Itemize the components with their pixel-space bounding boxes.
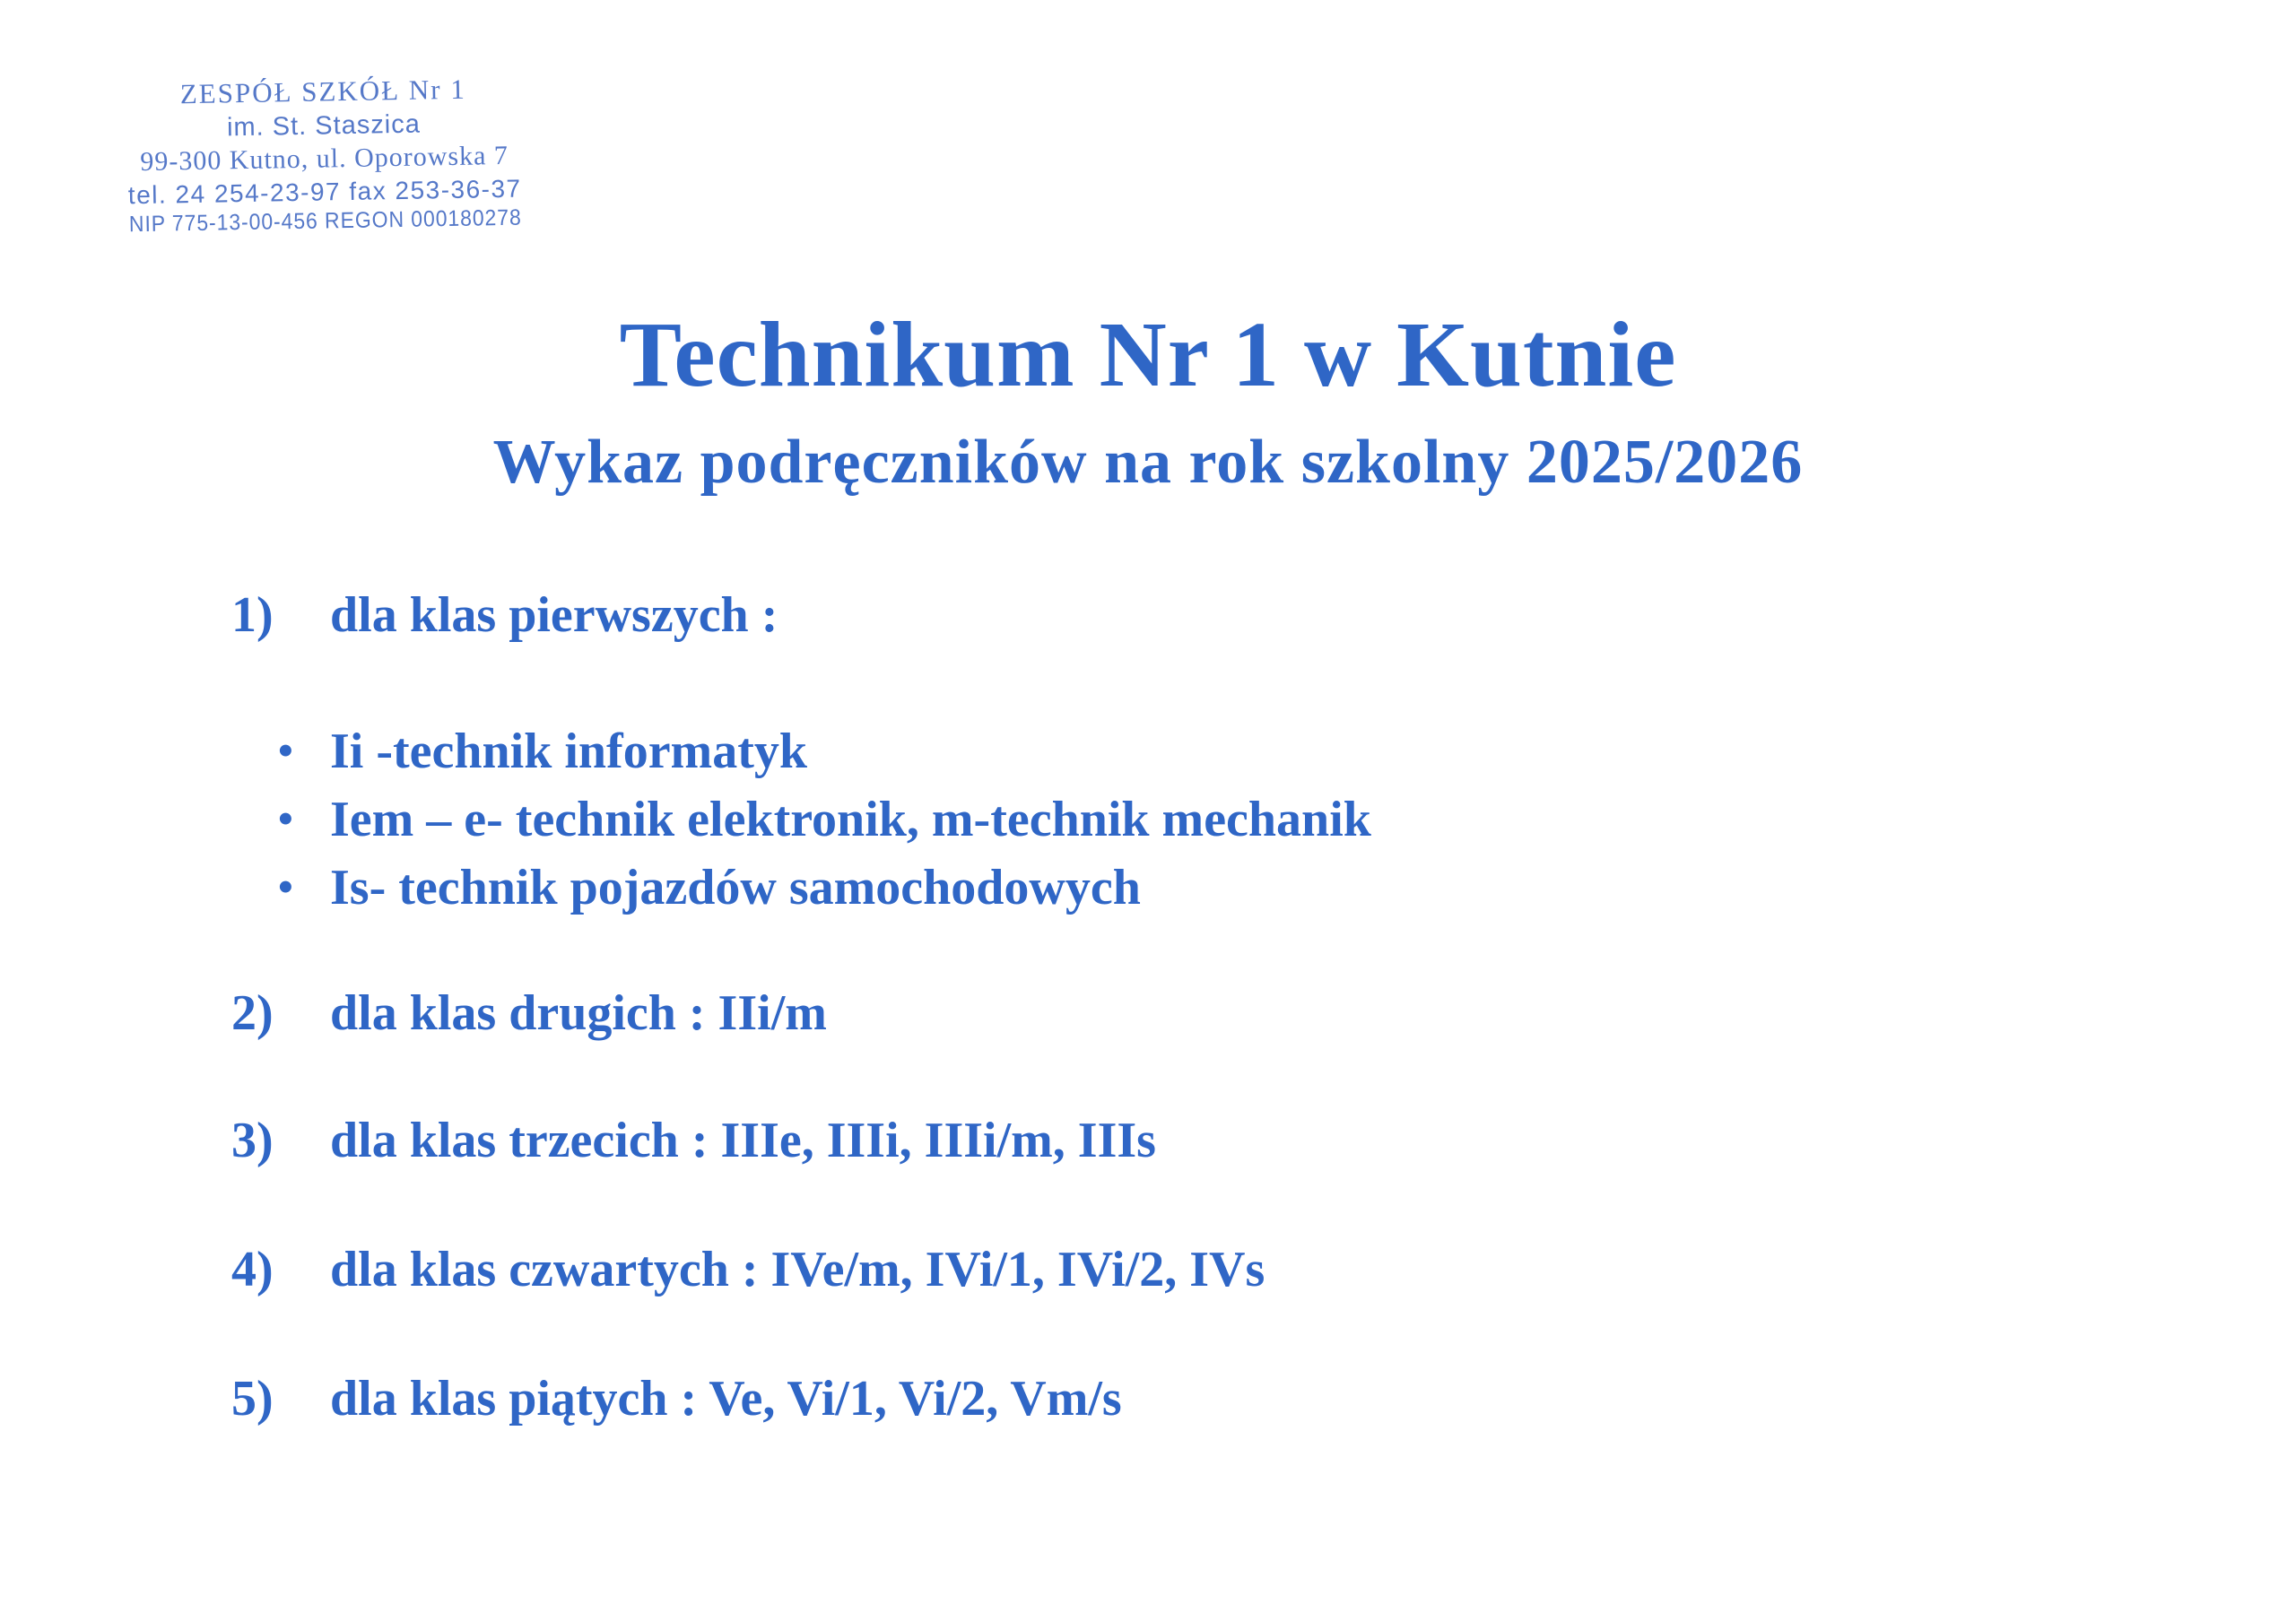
first-year-class-list <box>278 717 1371 922</box>
document-subtitle: Wykaz podręczników na rok szkolny 2025/2026 <box>492 428 1804 497</box>
document-title: Technikum Nr 1 w Kutnie <box>619 303 1677 406</box>
bullet-icon: • <box>278 727 293 775</box>
section-fourth-year <box>231 1241 1265 1298</box>
list-item <box>278 785 1371 854</box>
list-item <box>278 854 1371 922</box>
section-label: dla klas piątych : Ve, Vi/1, Vi/2, Vm/s <box>330 1371 1122 1427</box>
stamp-school-name: ZESPÓŁ SZKÓŁ Nr 1 <box>179 73 467 110</box>
section-label: dla klas czwartych : IVe/m, IVi/1, IVi/2, IVs <box>330 1242 1265 1297</box>
bullet-icon: • <box>278 795 293 843</box>
stamp-patron: im. St. Staszica <box>226 109 422 143</box>
section-label: dla klas trzecich : IIIe, IIIi, IIIi/m, IIIs <box>330 1113 1156 1168</box>
stamp-address: 99-300 Kutno, ul. Oporowska 7 <box>140 140 509 178</box>
school-stamp <box>90 71 559 239</box>
section-number: 4) <box>231 1242 274 1297</box>
section-label: dla klas drugich : IIi/m <box>330 985 827 1041</box>
class-description: Is- technik pojazdów samochodowych <box>330 860 1141 915</box>
section-number: 3) <box>231 1113 274 1168</box>
stamp-phone-fax: tel. 24 254-23-97 fax 253-36-37 <box>127 174 522 209</box>
section-first-year <box>231 586 778 644</box>
section-fifth-year <box>231 1370 1122 1427</box>
section-third-year <box>231 1112 1156 1169</box>
section-number: 2) <box>231 985 274 1041</box>
section-number: 1) <box>231 587 274 643</box>
stamp-tax-ids: NIP 775-13-00-456 REGON 000180278 <box>128 204 522 237</box>
section-label: dla klas pierwszych : <box>330 587 778 643</box>
class-description: Iem – e- technik elektronik, m-technik mechanik <box>330 792 1371 847</box>
list-item <box>278 717 1371 785</box>
bullet-icon: • <box>278 863 293 911</box>
section-number: 5) <box>231 1371 274 1427</box>
section-second-year <box>231 984 827 1042</box>
class-description: Ii -technik informatyk <box>330 724 807 779</box>
